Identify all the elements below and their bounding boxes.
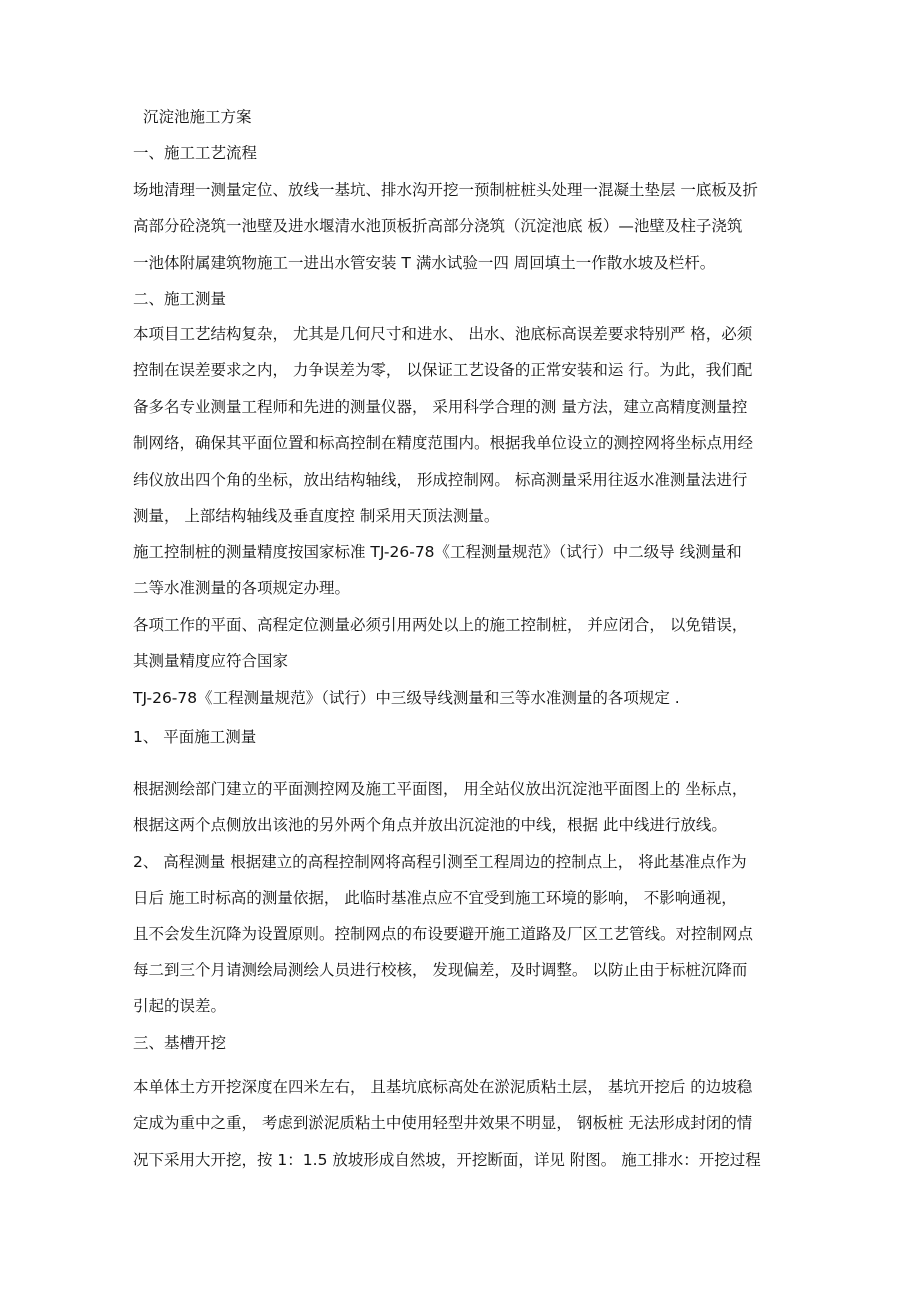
survey-p3-line-2: 其测量精度应符合国家 (133, 652, 289, 670)
elevation-line-4: 每二到三个月请测绘局测绘人员进行校核， 发现偏差，及时调整。 以防止由于标桩沉降而 (133, 961, 748, 979)
document-title: 沉淀池施工方案 (143, 108, 252, 126)
survey-p1-line-3: 备多名专业测量工程师和先进的测量仪器， 采用科学合理的测 量方法，建立高精度测量控 (133, 398, 748, 416)
survey-p2-line-2: 二等水准测量的各项规定办理。 (133, 579, 351, 597)
subsection-heading-plane: 1、 平面施工测量 (133, 728, 257, 746)
excavation-line-2: 定成为重中之重， 考虑到淤泥质粘土中使用轻型井效果不明显， 钢板桩 无法形成封闭的情 (133, 1114, 753, 1132)
excavation-line-1: 本单体土方开挖深度在四米左右， 且基坑底标高处在淤泥质粘土层， 基坑开挖后 的边坡稳 (133, 1078, 753, 1096)
excavation-line-3: 况下采用大开挖，按 1：1.5 放坡形成自然坡，开挖断面，详见 附图。 施工排水：开挖过程 (133, 1151, 761, 1169)
process-line-1: 场地清理一测量定位、放线一基坑、排水沟开挖一预制桩桩头处理一混凝土垫层 一底板及折 (133, 181, 758, 199)
elevation-line-3: 且不会发生沉降为设置原则。控制网点的布设要避开施工道路及厂区工艺管线。对控制网点 (133, 925, 754, 943)
survey-p2-line-1: 施工控制桩的测量精度按国家标准 TJ-26-78《工程测量规范》（试行）中二级导 线测量和 (133, 543, 742, 561)
survey-p1-line-5: 纬仪放出四个角的坐标，放出结构轴线， 形成控制网。 标高测量采用往返水准测量法进行 (133, 471, 748, 489)
section-heading-survey: 二、施工测量 (133, 290, 227, 308)
plane-line-1: 根据测绘部门建立的平面测控网及施工平面图， 用全站仪放出沉淀池平面图上的 坐标点， (133, 780, 748, 798)
process-line-3: 一池体附属建筑物施工一进出水管安装 T 满水试验一四 周回填土一作散水坡及栏杆。 (133, 254, 716, 272)
elevation-line-2: 日后 施工时标高的测量依据， 此临时基准点应不宜受到施工环境的影响， 不影响通视， (133, 889, 737, 907)
survey-p1-line-4: 制网络，确保其平面位置和标高控制在精度范围内。根据我单位设立的测控网将坐标点用经 (133, 434, 754, 452)
elevation-line-1: 2、 高程测量 根据建立的高程控制网将高程引测至工程周边的控制点上， 将此基准点作为 (133, 853, 747, 871)
survey-p3-line-1: 各项工作的平面、高程定位测量必须引用两处以上的施工控制桩， 并应闭合， 以免错误， (133, 616, 748, 634)
elevation-line-5: 引起的误差。 (133, 997, 227, 1015)
survey-p1-line-1: 本项目工艺结构复杂， 尤其是几何尺寸和进水、 出水、池底标高误差要求特别严 格，必须 (133, 325, 753, 343)
survey-p4-line: TJ-26-78《工程测量规范》（试行）中三级导线测量和三等水准测量的各项规定 . (133, 689, 680, 707)
survey-p1-line-2: 控制在误差要求之内， 力争误差为零， 以保证工艺设备的正常安装和运 行。为此，我们配 (133, 361, 753, 379)
process-line-2: 高部分砼浇筑一池壁及进水堰清水池顶板折高部分浇筑（沉淀池底 板）—池壁及柱子浇筑 (133, 217, 743, 235)
survey-p1-line-6: 测量， 上部结构轴线及垂直度控 制采用天顶法测量。 (133, 507, 500, 525)
plane-line-2: 根据这两个点侧放出该池的另外两个角点并放出沉淀池的中线，根据 此中线进行放线。 (133, 816, 727, 834)
section-heading-process: 一、施工工艺流程 (133, 144, 258, 162)
section-heading-excavation: 三、基槽开挖 (133, 1034, 227, 1052)
